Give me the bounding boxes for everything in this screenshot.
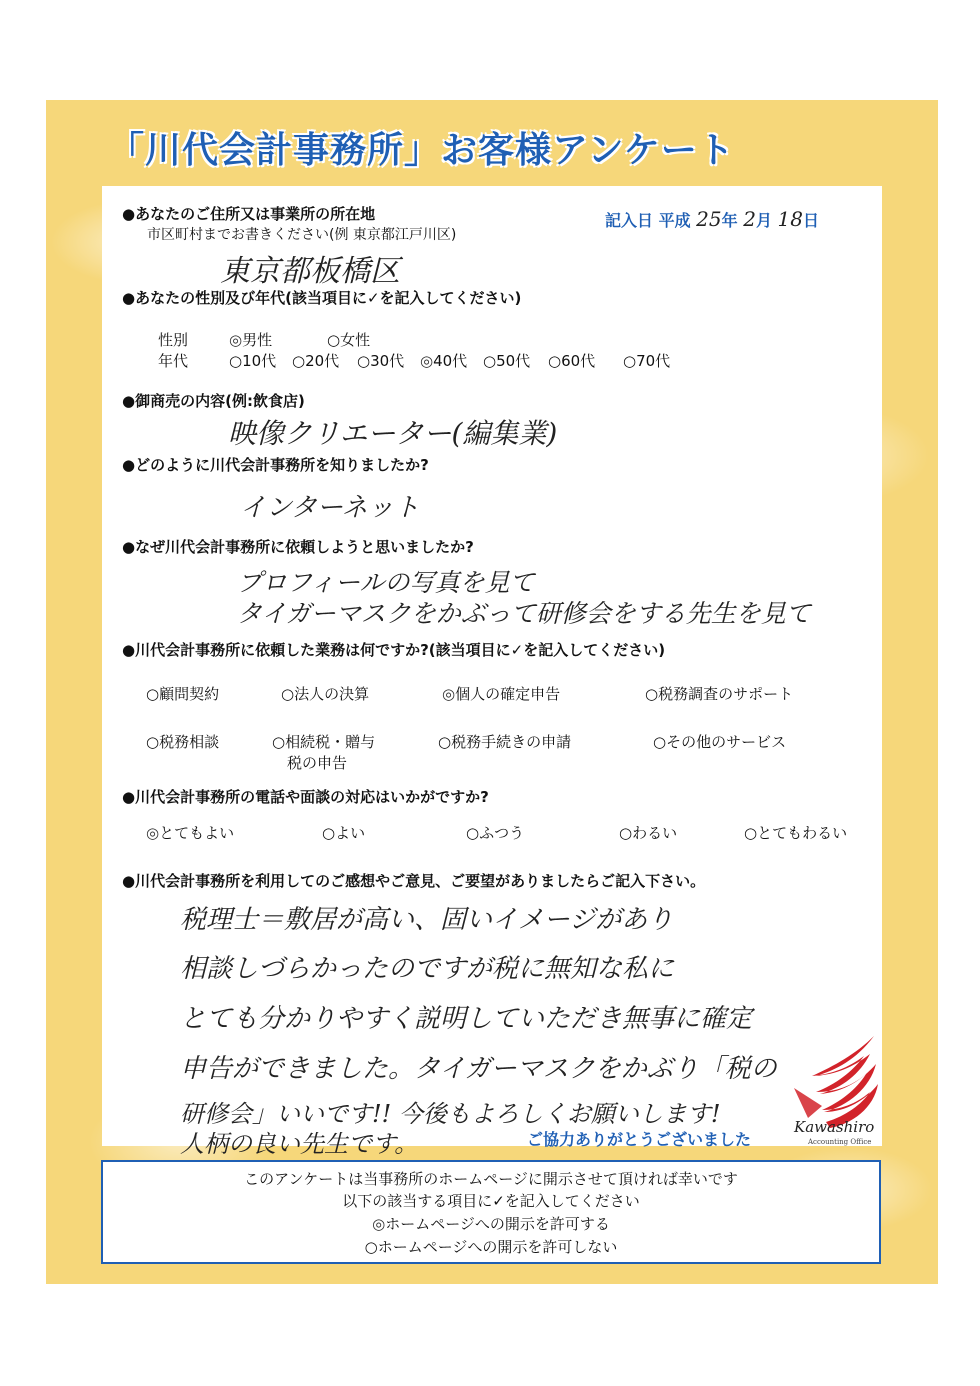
date-day: 18 <box>777 207 803 231</box>
age-label: 年代 <box>158 352 189 370</box>
circle-icon: ○ <box>548 352 562 370</box>
gender-option-male[interactable]: ◎男性 <box>229 331 273 349</box>
rating-option-average[interactable]: ○ふつう <box>466 824 525 842</box>
circle-icon: ○ <box>438 733 452 751</box>
circle-icon: ○ <box>281 685 295 703</box>
circle-icon: ○ <box>357 352 371 370</box>
q8-answer-line-5[interactable]: 研修会」いいです!! 今後もよろしくお願いします! <box>180 1100 721 1128</box>
age-option-30s[interactable]: ○30代 <box>357 352 405 370</box>
date-month: 2 <box>743 207 756 231</box>
circle-icon: ○ <box>466 824 480 842</box>
entry-date <box>605 207 819 231</box>
service-option-corporate-settlement[interactable]: ○法人の決算 <box>281 685 370 703</box>
rating-option-bad[interactable]: ○わるい <box>619 824 678 842</box>
q7-label: ●川代会計事務所の電話や面談の対応はいかがですか? <box>122 788 489 806</box>
age-option-50s[interactable]: ○50代 <box>483 352 531 370</box>
publication-consent-box <box>101 1160 881 1264</box>
q3-label: ●御商売の内容(例:飲食店) <box>122 392 305 410</box>
q8-label: ●川代会計事務所を利用してのご感想やご意見、ご要望がありましたらご記入下さい。 <box>122 872 706 890</box>
q8-answer-line-4[interactable]: 申告ができました。タイガーマスクをかぶり「税の <box>180 1054 777 1084</box>
circle-icon: ○ <box>272 733 286 751</box>
service-option-tax-consultation[interactable]: ○税務相談 <box>146 733 220 751</box>
date-year: 25 <box>696 207 722 231</box>
circle-icon: ○ <box>364 1238 378 1256</box>
rating-option-very-bad[interactable]: ○とてもわるい <box>744 824 848 842</box>
age-option-70s[interactable]: ○70代 <box>623 352 671 370</box>
age-option-40s[interactable]: ◎40代 <box>420 352 468 370</box>
circle-icon: ○ <box>623 352 637 370</box>
q4-answer[interactable]: インターネット <box>240 493 420 523</box>
circle-icon: ○ <box>292 352 306 370</box>
q3-answer[interactable]: 映像クリエーター(編集業) <box>228 417 558 450</box>
q4-label: ●どのように川代会計事務所を知りましたか? <box>122 456 429 474</box>
q1-answer[interactable]: 東京都板橋区 <box>220 254 400 289</box>
circle-icon: ○ <box>146 685 160 703</box>
circle-icon: ○ <box>146 733 160 751</box>
age-option-60s[interactable]: ○60代 <box>548 352 596 370</box>
q8-answer-line-3[interactable]: とても分かりやすく説明していただき無事に確定 <box>180 1004 753 1034</box>
service-option-other[interactable]: ○その他のサービス <box>653 733 787 751</box>
q1-label: ●あなたのご住所又は事業所の所在地 <box>122 205 376 223</box>
circle-icon: ○ <box>744 824 758 842</box>
age-option-20s[interactable]: ○20代 <box>292 352 340 370</box>
service-option-inheritance-gift-line-2: 税の申告 <box>287 754 348 772</box>
q5-answer-line-1[interactable]: プロフィールの写真を見て <box>237 568 535 597</box>
circle-icon: ○ <box>327 331 341 349</box>
survey-title: 「川代会計事務所」お客様アンケート <box>108 130 735 171</box>
date-day-unit: 日 <box>802 211 819 230</box>
q5-label: ●なぜ川代会計事務所に依頼しようと思いましたか? <box>122 538 474 556</box>
consent-option-deny[interactable]: ○ホームページへの開示を許可しない <box>364 1238 618 1256</box>
circle-icon: ○ <box>322 824 336 842</box>
q5-answer-line-2[interactable]: タイガーマスクをかぶって研修会をする先生を見て <box>237 599 811 628</box>
thanks-message: ご協力ありがとうございました <box>527 1130 752 1149</box>
age-option-10s[interactable]: ○10代 <box>229 352 277 370</box>
q2-label: ●あなたの性別及び年代(該当項目に✓を記入してください) <box>122 289 522 307</box>
date-month-unit: 月 <box>755 211 772 230</box>
logo-name: Kawashiro <box>794 1118 875 1136</box>
checked-circle-icon: ◎ <box>420 352 434 370</box>
consent-line-1: このアンケートは当事務所のホームページに開示させて頂ければ幸いです <box>244 1170 738 1188</box>
q1-hint: 市区町村までお書きください(例 東京都江戸川区) <box>147 227 457 243</box>
checked-circle-icon: ◎ <box>229 331 243 349</box>
gender-label: 性別 <box>158 331 189 349</box>
service-option-tax-audit-support[interactable]: ○税務調査のサポート <box>645 685 794 703</box>
circle-icon: ○ <box>619 824 633 842</box>
service-option-tax-procedures[interactable]: ○税務手続きの申請 <box>438 733 572 751</box>
q6-label: ●川代会計事務所に依頼した業務は何ですか?(該当項目に✓を記入してください) <box>122 641 666 659</box>
date-year-unit: 年 <box>721 211 738 230</box>
circle-icon: ○ <box>645 685 659 703</box>
consent-option-allow[interactable]: ◎ホームページへの開示を許可する <box>372 1215 610 1233</box>
rating-option-good[interactable]: ○よい <box>322 824 366 842</box>
checked-circle-icon: ◎ <box>146 824 160 842</box>
logo-subtitle: Accounting Office <box>808 1138 872 1146</box>
circle-icon: ○ <box>229 352 243 370</box>
consent-line-2: 以下の該当する項目に✓を記入してください <box>342 1192 640 1210</box>
checked-circle-icon: ◎ <box>372 1215 386 1233</box>
rating-option-very-good[interactable]: ◎とてもよい <box>146 824 235 842</box>
service-option-advisory[interactable]: ○顧問契約 <box>146 685 220 703</box>
service-option-personal-tax-return[interactable]: ◎個人の確定申告 <box>442 685 561 703</box>
q8-answer-line-1[interactable]: 税理士＝敷居が高い、固いイメージがあり <box>180 905 674 935</box>
checked-circle-icon: ◎ <box>442 685 456 703</box>
circle-icon: ○ <box>653 733 667 751</box>
service-option-inheritance-gift[interactable]: ○相続税・贈与 <box>272 733 376 751</box>
q8-answer-line-6[interactable]: 人柄の良い先生です。 <box>180 1130 419 1158</box>
gender-option-female[interactable]: ○女性 <box>327 331 371 349</box>
circle-icon: ○ <box>483 352 497 370</box>
q8-answer-line-2[interactable]: 相談しづらかったのですが税に無知な私に <box>180 954 675 984</box>
date-label: 記入日 平成 <box>605 211 691 230</box>
